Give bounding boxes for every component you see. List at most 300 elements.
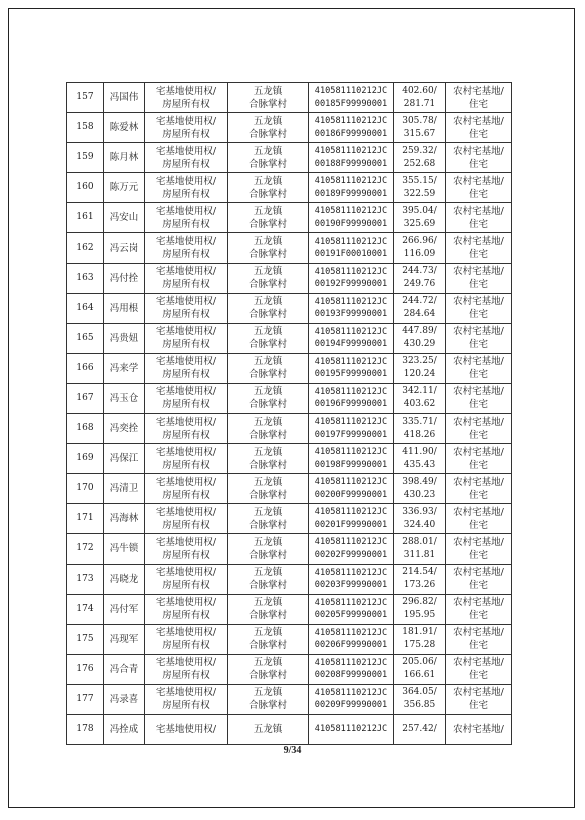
cell-usage-line: 农村宅基地/ (453, 326, 504, 338)
cell-unit-code (309, 293, 394, 323)
table-row (67, 594, 512, 624)
cell-area-line: 395.04/ (402, 205, 437, 216)
cell-unit-code-line: 00185F99990001 (314, 98, 388, 109)
cell-usage (446, 564, 512, 594)
cell-unit-code-line: 410581110212JC (314, 176, 388, 187)
cell-usage (446, 474, 512, 504)
cell-usage-line: 住宅 (468, 700, 488, 712)
cell-area (394, 414, 446, 444)
cell-area (394, 564, 446, 594)
cell-unit-code (309, 353, 394, 383)
cell-area-line: 315.67 (403, 128, 436, 139)
table-row (67, 323, 512, 353)
cell-area (394, 594, 446, 624)
cell-owner-name: 冯国伟 (104, 83, 145, 113)
cell-location (228, 684, 309, 714)
cell-unit-code-line: 00198F99990001 (314, 459, 388, 470)
cell-right-type-line: 宅基地使用权/ (155, 506, 217, 518)
cell-right-type-line: 房屋所有权 (162, 309, 210, 321)
cell-right-type-line: 房屋所有权 (162, 459, 210, 471)
cell-area-line: 175.28 (403, 640, 436, 651)
cell-area (394, 654, 446, 684)
cell-right-type-line: 宅基地使用权/ (155, 266, 217, 278)
cell-unit-code-line: 410581110212JC (314, 356, 388, 367)
cell-right-type-line: 宅基地使用权/ (155, 657, 217, 669)
cell-number: 176 (67, 654, 104, 684)
cell-usage-line: 住宅 (468, 128, 488, 140)
cell-unit-code-line: 410581110212JC (314, 724, 388, 735)
cell-area-line: 325.69 (403, 218, 436, 229)
cell-usage-line: 农村宅基地/ (453, 687, 504, 699)
table-container (66, 82, 511, 745)
cell-right-type-line: 宅基地使用权/ (155, 416, 217, 428)
cell-right-type-line: 宅基地使用权/ (155, 115, 217, 127)
cell-area-line: 402.60/ (402, 85, 437, 96)
table-row (67, 714, 512, 744)
cell-number: 171 (67, 504, 104, 534)
cell-usage-line: 农村宅基地/ (453, 724, 504, 736)
cell-location (228, 534, 309, 564)
table-row (67, 444, 512, 474)
cell-usage (446, 293, 512, 323)
cell-usage-line: 农村宅基地/ (453, 416, 504, 428)
table-row (67, 474, 512, 504)
cell-area-line: 244.72/ (402, 296, 437, 307)
cell-number: 160 (67, 173, 104, 203)
cell-location (228, 143, 309, 173)
cell-unit-code-line: 00189F99990001 (314, 188, 388, 199)
cell-usage-line: 农村宅基地/ (453, 145, 504, 157)
cell-right-type (145, 624, 228, 654)
cell-right-type-line: 房屋所有权 (162, 279, 210, 291)
cell-right-type-line: 房屋所有权 (162, 519, 210, 531)
cell-usage-line: 农村宅基地/ (453, 597, 504, 609)
cell-location-line: 五龙镇 (253, 85, 283, 97)
cell-usage-line: 住宅 (468, 519, 488, 531)
cell-right-type-line: 宅基地使用权/ (155, 476, 217, 488)
table-row (67, 564, 512, 594)
cell-owner-name: 陈爱林 (104, 113, 145, 143)
cell-area (394, 714, 446, 744)
cell-location-line: 合脉掌村 (248, 640, 287, 652)
cell-area-line: 281.71 (403, 98, 436, 109)
cell-area (394, 113, 446, 143)
cell-number: 175 (67, 624, 104, 654)
cell-owner-name: 冯拴成 (104, 714, 145, 744)
cell-right-type-line: 宅基地使用权/ (155, 145, 217, 157)
cell-right-type (145, 534, 228, 564)
cell-right-type-line: 房屋所有权 (162, 369, 210, 381)
cell-area-line: 430.23 (403, 489, 436, 500)
cell-unit-code-line: 00197F99990001 (314, 429, 388, 440)
cell-area (394, 263, 446, 293)
cell-owner-name: 陈月林 (104, 143, 145, 173)
cell-area-line: 411.90/ (402, 446, 437, 457)
cell-location (228, 444, 309, 474)
cell-owner-name: 冯清卫 (104, 474, 145, 504)
cell-area (394, 203, 446, 233)
cell-owner-name: 冯录喜 (104, 684, 145, 714)
cell-right-type (145, 293, 228, 323)
cell-location-line: 五龙镇 (253, 266, 283, 278)
cell-location-line: 合脉掌村 (248, 339, 287, 351)
cell-unit-code-line: 410581110212JC (314, 86, 388, 97)
cell-right-type (145, 383, 228, 413)
cell-location-line: 合脉掌村 (248, 429, 287, 441)
cell-usage (446, 353, 512, 383)
table-row (67, 173, 512, 203)
cell-right-type (145, 203, 228, 233)
cell-usage (446, 504, 512, 534)
cell-location (228, 353, 309, 383)
cell-location (228, 594, 309, 624)
cell-unit-code (309, 504, 394, 534)
cell-unit-code-line: 00193F99990001 (314, 309, 388, 320)
cell-right-type-line: 房屋所有权 (162, 610, 210, 622)
cell-number: 169 (67, 444, 104, 474)
cell-owner-name: 冯来学 (104, 353, 145, 383)
cell-location-line: 合脉掌村 (248, 218, 287, 230)
cell-number: 161 (67, 203, 104, 233)
cell-location-line: 五龙镇 (253, 657, 283, 669)
cell-location-line: 五龙镇 (253, 326, 283, 338)
cell-number: 170 (67, 474, 104, 504)
cell-unit-code (309, 474, 394, 504)
cell-unit-code-line: 410581110212JC (314, 537, 388, 548)
cell-usage-line: 农村宅基地/ (453, 85, 504, 97)
cell-usage-line: 住宅 (468, 279, 488, 291)
cell-area (394, 233, 446, 263)
cell-unit-code-line: 00194F99990001 (314, 339, 388, 350)
cell-area-line: 259.32/ (402, 145, 437, 156)
cell-location (228, 504, 309, 534)
cell-number: 159 (67, 143, 104, 173)
cell-location (228, 233, 309, 263)
cell-location-line: 合脉掌村 (248, 459, 287, 471)
cell-right-type-line: 宅基地使用权/ (155, 85, 217, 97)
cell-right-type (145, 504, 228, 534)
cell-area-line: 205.06/ (402, 657, 437, 668)
cell-owner-name: 冯晓龙 (104, 564, 145, 594)
cell-unit-code-line: 00206F99990001 (314, 640, 388, 651)
cell-usage-line: 农村宅基地/ (453, 296, 504, 308)
cell-area-line: 323.25/ (402, 356, 437, 367)
cell-unit-code-line: 410581110212JC (314, 146, 388, 157)
cell-owner-name: 冯保江 (104, 444, 145, 474)
cell-unit-code-line: 00190F99990001 (314, 218, 388, 229)
cell-usage-line: 住宅 (468, 309, 488, 321)
cell-area-line: 266.96/ (402, 236, 437, 247)
cell-unit-code (309, 414, 394, 444)
cell-location-line: 合脉掌村 (248, 489, 287, 501)
cell-area (394, 504, 446, 534)
cell-owner-name: 冯海林 (104, 504, 145, 534)
cell-unit-code-line: 00202F99990001 (314, 549, 388, 560)
cell-area-line: 120.24 (403, 369, 436, 380)
cell-area-line: 430.29 (403, 339, 436, 350)
cell-unit-code (309, 323, 394, 353)
cell-location-line: 合脉掌村 (248, 249, 287, 261)
cell-usage-line: 住宅 (468, 610, 488, 622)
cell-unit-code-line: 410581110212JC (314, 417, 388, 428)
cell-unit-code-line: 410581110212JC (314, 627, 388, 638)
cell-unit-code (309, 714, 394, 744)
cell-area (394, 143, 446, 173)
cell-usage-line: 住宅 (468, 369, 488, 381)
cell-right-type (145, 323, 228, 353)
cell-location-line: 合脉掌村 (248, 188, 287, 200)
cell-right-type (145, 233, 228, 263)
cell-location-line: 五龙镇 (253, 356, 283, 368)
cell-right-type-line: 房屋所有权 (162, 158, 210, 170)
cell-number: 164 (67, 293, 104, 323)
cell-unit-code-line: 410581110212JC (314, 477, 388, 488)
cell-area-line: 214.54/ (402, 567, 437, 578)
cell-usage (446, 444, 512, 474)
cell-usage (446, 173, 512, 203)
cell-location-line: 合脉掌村 (248, 279, 287, 291)
cell-area-line: 257.42/ (402, 724, 437, 735)
cell-usage-line: 农村宅基地/ (453, 446, 504, 458)
cell-right-type-line: 房屋所有权 (162, 339, 210, 351)
cell-location-line: 合脉掌村 (248, 670, 287, 682)
cell-area-line: 398.49/ (402, 476, 437, 487)
cell-location-line: 合脉掌村 (248, 369, 287, 381)
cell-location (228, 263, 309, 293)
cell-owner-name: 冯贵妞 (104, 323, 145, 353)
cell-area-line: 364.05/ (402, 687, 437, 698)
cell-usage-line: 住宅 (468, 399, 488, 411)
cell-usage-line: 住宅 (468, 98, 488, 110)
cell-unit-code-line: 410581110212JC (314, 116, 388, 127)
cell-location-line: 五龙镇 (253, 724, 283, 736)
cell-location-line: 五龙镇 (253, 205, 283, 217)
cell-area-line: 435.43 (403, 459, 436, 470)
cell-area-line: 447.89/ (402, 326, 437, 337)
cell-number: 167 (67, 383, 104, 413)
cell-unit-code (309, 444, 394, 474)
cell-right-type-line: 宅基地使用权/ (155, 536, 217, 548)
cell-unit-code-line: 410581110212JC (314, 326, 388, 337)
cell-location-line: 五龙镇 (253, 446, 283, 458)
cell-area (394, 474, 446, 504)
cell-area (394, 383, 446, 413)
cell-unit-code-line: 410581110212JC (314, 236, 388, 247)
cell-location (228, 323, 309, 353)
cell-owner-name: 冯合青 (104, 654, 145, 684)
cell-area-line: 181.91/ (402, 627, 437, 638)
cell-area-line: 322.59 (403, 188, 436, 199)
cell-usage (446, 83, 512, 113)
cell-right-type (145, 594, 228, 624)
cell-usage-line: 农村宅基地/ (453, 115, 504, 127)
cell-owner-name: 冯云岗 (104, 233, 145, 263)
cell-usage-line: 农村宅基地/ (453, 506, 504, 518)
cell-area (394, 534, 446, 564)
cell-usage (446, 263, 512, 293)
table-row (67, 233, 512, 263)
table-row (67, 263, 512, 293)
cell-owner-name: 冯付拴 (104, 263, 145, 293)
cell-location-line: 五龙镇 (253, 567, 283, 579)
cell-area-line: 355.15/ (402, 175, 437, 186)
cell-right-type-line: 房屋所有权 (162, 218, 210, 230)
table-row (67, 113, 512, 143)
cell-right-type (145, 414, 228, 444)
cell-right-type-line: 房屋所有权 (162, 580, 210, 592)
cell-unit-code (309, 383, 394, 413)
table-row (67, 534, 512, 564)
cell-right-type-line: 宅基地使用权/ (155, 205, 217, 217)
cell-owner-name: 冯用根 (104, 293, 145, 323)
cell-area (394, 624, 446, 654)
cell-number: 165 (67, 323, 104, 353)
cell-owner-name: 陈万元 (104, 173, 145, 203)
cell-right-type-line: 房屋所有权 (162, 249, 210, 261)
cell-owner-name: 冯牛锁 (104, 534, 145, 564)
cell-area-line: 244.73/ (402, 266, 437, 277)
cell-right-type (145, 113, 228, 143)
cell-unit-code (309, 113, 394, 143)
cell-right-type-line: 宅基地使用权/ (155, 356, 217, 368)
cell-location-line: 五龙镇 (253, 296, 283, 308)
cell-number: 158 (67, 113, 104, 143)
cell-location (228, 113, 309, 143)
cell-location-line: 合脉掌村 (248, 98, 287, 110)
cell-location (228, 654, 309, 684)
cell-area-line: 288.01/ (402, 536, 437, 547)
cell-usage-line: 农村宅基地/ (453, 266, 504, 278)
cell-unit-code (309, 233, 394, 263)
cell-right-type (145, 263, 228, 293)
cell-usage-line: 农村宅基地/ (453, 356, 504, 368)
table-row (67, 293, 512, 323)
cell-unit-code-line: 00191F00010001 (314, 249, 388, 260)
cell-area-line: 252.68 (403, 158, 436, 169)
cell-area-line: 342.11/ (402, 386, 437, 397)
cell-right-type-line: 宅基地使用权/ (155, 687, 217, 699)
cell-usage-line: 农村宅基地/ (453, 476, 504, 488)
cell-right-type-line: 房屋所有权 (162, 399, 210, 411)
cell-location (228, 624, 309, 654)
cell-right-type-line: 房屋所有权 (162, 188, 210, 200)
cell-area-line: 296.82/ (402, 597, 437, 608)
cell-unit-code-line: 00188F99990001 (314, 158, 388, 169)
cell-usage (446, 233, 512, 263)
cell-right-type (145, 654, 228, 684)
cell-unit-code-line: 00208F99990001 (314, 670, 388, 681)
cell-area-line: 116.09 (403, 249, 436, 260)
cell-usage-line: 农村宅基地/ (453, 536, 504, 548)
cell-right-type-line: 宅基地使用权/ (155, 724, 217, 736)
cell-usage (446, 654, 512, 684)
cell-unit-code-line: 410581110212JC (314, 687, 388, 698)
cell-usage (446, 414, 512, 444)
table-row (67, 654, 512, 684)
cell-area-line: 166.61 (403, 670, 436, 681)
cell-area-line: 284.64 (403, 309, 436, 320)
cell-location (228, 414, 309, 444)
cell-usage (446, 323, 512, 353)
cell-unit-code-line: 00203F99990001 (314, 580, 388, 591)
table-row (67, 504, 512, 534)
cell-location-line: 五龙镇 (253, 506, 283, 518)
cell-right-type-line: 房屋所有权 (162, 489, 210, 501)
cell-area-line: 305.78/ (402, 115, 437, 126)
cell-right-type-line: 房屋所有权 (162, 670, 210, 682)
cell-right-type-line: 房屋所有权 (162, 640, 210, 652)
table-row (67, 83, 512, 113)
cell-area (394, 83, 446, 113)
cell-right-type-line: 宅基地使用权/ (155, 446, 217, 458)
cell-area-line: 336.93/ (402, 506, 437, 517)
registry-table (66, 82, 512, 745)
cell-location (228, 203, 309, 233)
cell-usage-line: 住宅 (468, 218, 488, 230)
cell-usage-line: 住宅 (468, 489, 488, 501)
cell-right-type-line: 房屋所有权 (162, 700, 210, 712)
cell-usage-line: 住宅 (468, 549, 488, 561)
cell-location (228, 564, 309, 594)
cell-usage-line: 住宅 (468, 640, 488, 652)
cell-usage (446, 534, 512, 564)
cell-usage-line: 住宅 (468, 429, 488, 441)
cell-owner-name: 冯付军 (104, 594, 145, 624)
cell-right-type-line: 宅基地使用权/ (155, 627, 217, 639)
cell-usage (446, 113, 512, 143)
cell-area (394, 323, 446, 353)
cell-unit-code-line: 00196F99990001 (314, 399, 388, 410)
cell-usage-line: 住宅 (468, 188, 488, 200)
cell-area (394, 173, 446, 203)
cell-right-type-line: 宅基地使用权/ (155, 597, 217, 609)
cell-right-type-line: 房屋所有权 (162, 549, 210, 561)
cell-location-line: 合脉掌村 (248, 309, 287, 321)
cell-unit-code (309, 203, 394, 233)
cell-usage (446, 714, 512, 744)
cell-owner-name: 冯现军 (104, 624, 145, 654)
cell-number: 163 (67, 263, 104, 293)
table-row (67, 624, 512, 654)
cell-usage-line: 住宅 (468, 249, 488, 261)
cell-area-line: 324.40 (403, 519, 436, 530)
cell-location (228, 474, 309, 504)
cell-usage (446, 203, 512, 233)
cell-usage-line: 住宅 (468, 670, 488, 682)
cell-location-line: 五龙镇 (253, 115, 283, 127)
cell-location-line: 合脉掌村 (248, 399, 287, 411)
cell-unit-code (309, 83, 394, 113)
cell-number: 168 (67, 414, 104, 444)
cell-number: 172 (67, 534, 104, 564)
cell-unit-code (309, 143, 394, 173)
cell-usage-line: 农村宅基地/ (453, 627, 504, 639)
table-row (67, 143, 512, 173)
cell-location-line: 五龙镇 (253, 476, 283, 488)
cell-area (394, 444, 446, 474)
cell-unit-code (309, 654, 394, 684)
cell-unit-code-line: 410581110212JC (314, 386, 388, 397)
cell-area (394, 353, 446, 383)
cell-number: 173 (67, 564, 104, 594)
cell-unit-code (309, 594, 394, 624)
cell-right-type (145, 173, 228, 203)
cell-usage (446, 684, 512, 714)
cell-usage-line: 住宅 (468, 459, 488, 471)
cell-number: 178 (67, 714, 104, 744)
cell-owner-name: 冯安山 (104, 203, 145, 233)
cell-right-type (145, 353, 228, 383)
